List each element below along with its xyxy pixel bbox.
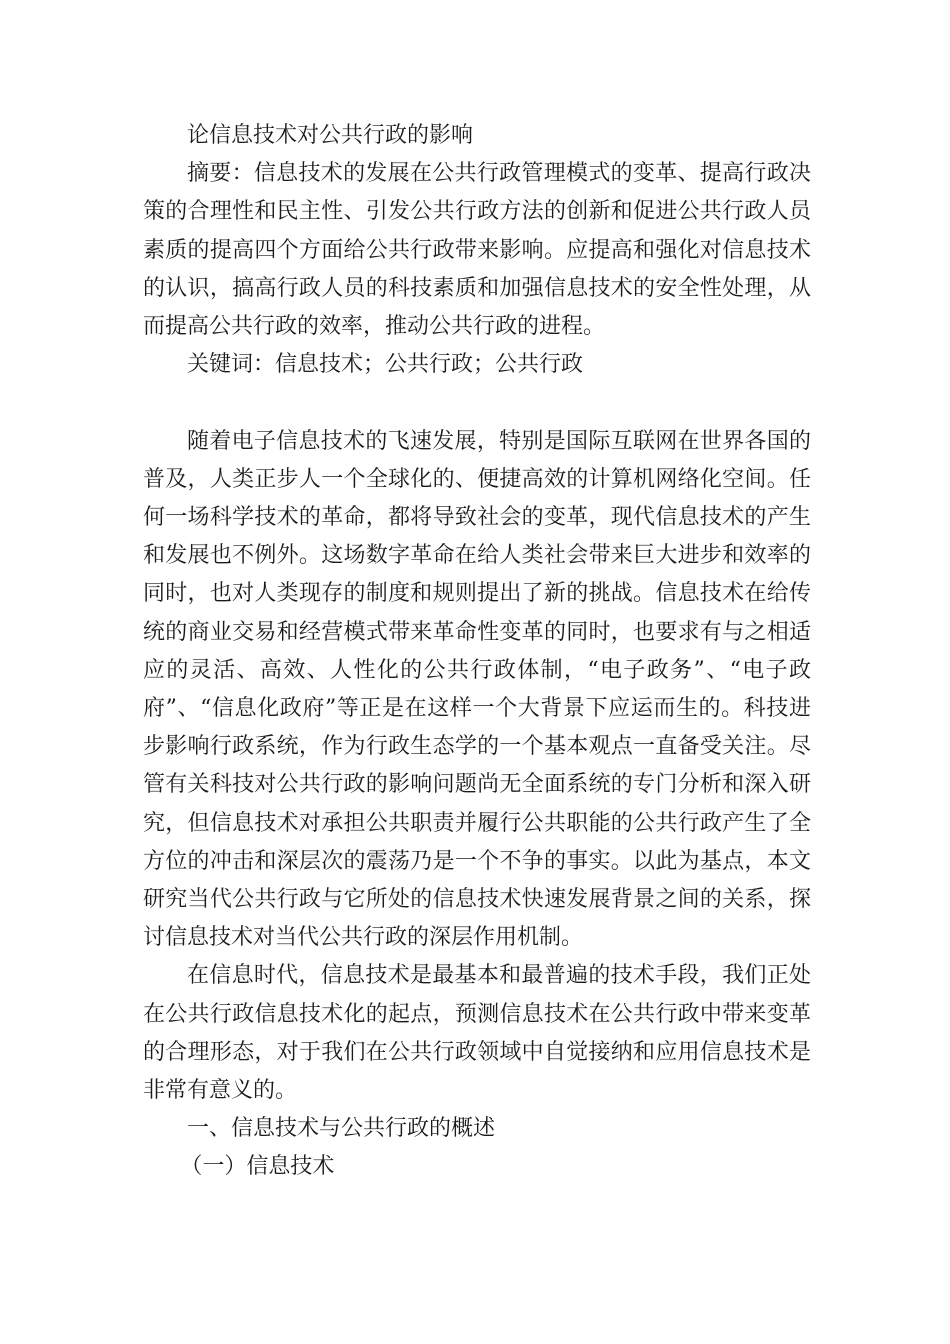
section-heading: 一、信息技术与公共行政的概述: [187, 1116, 496, 1142]
keywords-line: 关键词：信息技术；公共行政；公共行政: [187, 352, 584, 378]
abstract-paragraph: 摘要：信息技术的发展在公共行政管理模式的变革、提高行政决策的合理性和民主性、引发公共行政方法的创新和促进公共行政人员素质的提高四个方面给公共行政带来影响。应提高和强化对信息技术的认识，搞高行政人员的科技素质和加强信息技术的安全性处理，从而提高公共行政的效率，推动公共行政的进程。: [143, 161, 811, 340]
document-body: [143, 117, 811, 1187]
body-paragraph-2: 在信息时代，信息技术是最基本和最普遍的技术手段，我们正处在公共行政信息技术化的起点，预测信息技术在公共行政中带来变革的合理形态，对于我们在公共行政领域中自觉接纳和应用信息技术是非常有意义的。: [143, 963, 811, 1104]
subsection-heading: （一）信息技术: [180, 1154, 335, 1180]
document-title: 论信息技术对公共行政的影响: [187, 123, 474, 148]
body-paragraph-1: 随着电子信息技术的飞速发展，特别是国际互联网在世界各国的普及，人类正步人一个全球化的、便捷高效的计算机网络化空间。任何一场科学技术的革命，都将导致社会的变革，现代信息技术的产生和发展也不例外。这场数字革命在给人类社会带来巨大进步和效率的同时，也对人类现存的制度和规则提出了新的挑战。信息技术在给传统的商业交易和经营模式带来革命性变革的同时，也要求有与之相适应的灵活、高效、人性化的公共行政体制，“电子政务”、“电子政府”、“信息化政府”等正是在这样一个大背景下应运而生的。科技进步影响行政系统，作为行政生态学的一个基本观点一直备受关注。尽管有关科技对公共行政的影响问题尚无全面系统的专门分析和深入研究，但信息技术对承担公共职责并履行公共职能的公共行政产生了全方位的冲击和深层次的震荡乃是一个不争的事实。以此为基点，本文研究当代公共行政与它所处的信息技术快速发展背景之间的关系，探讨信息技术对当代公共行政的深层作用机制。: [143, 428, 811, 951]
blank-line: [143, 384, 811, 422]
